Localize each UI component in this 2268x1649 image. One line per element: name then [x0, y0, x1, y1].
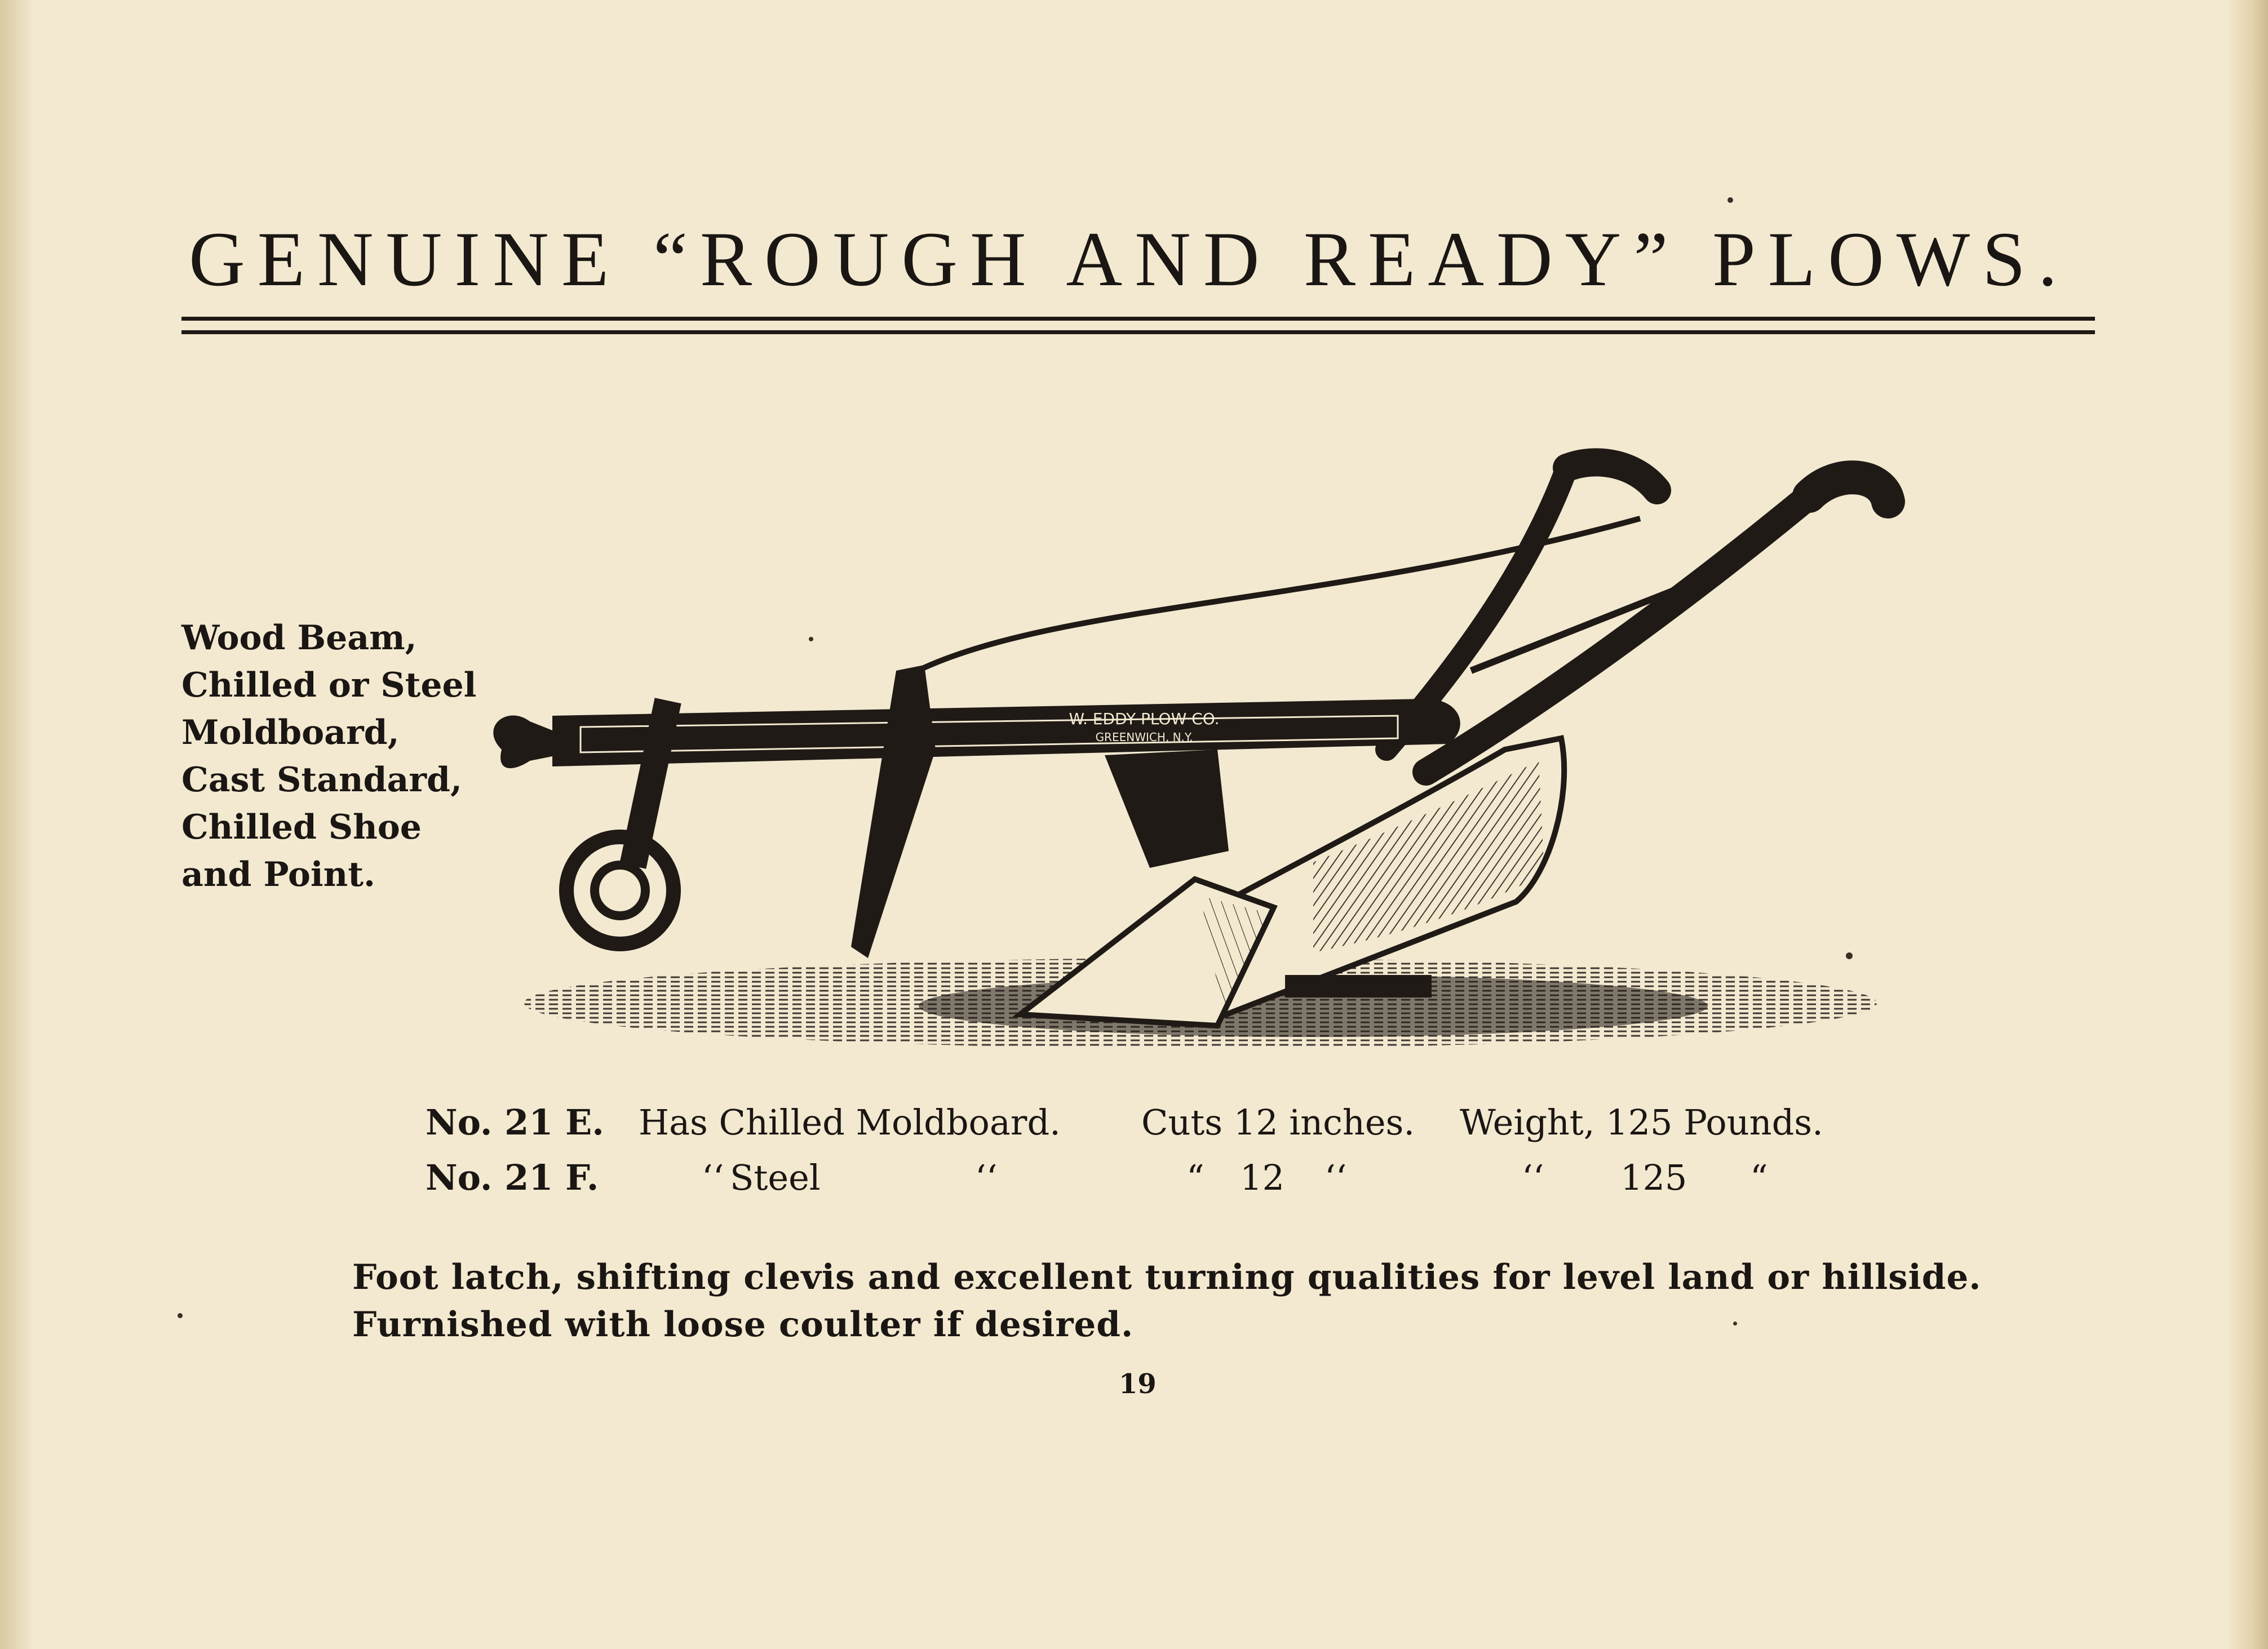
- plow-illustration: [468, 434, 1933, 1082]
- paper-speck: [1733, 1322, 1737, 1326]
- moldboard-type: Has Chilled Moldboard.: [639, 1102, 1061, 1143]
- gauge-wheel: [566, 837, 674, 944]
- title-rule-top: [181, 317, 2095, 321]
- moldboard-type: Steel: [730, 1157, 821, 1198]
- plow-specs: [181, 614, 497, 898]
- paper-speck: [1846, 952, 1853, 959]
- cut-width: 12: [1240, 1157, 1284, 1198]
- spec-line: Chilled Shoe: [181, 808, 422, 847]
- description-line: Furnished with loose coulter if desired.: [352, 1305, 1134, 1345]
- spec-line: and Point.: [181, 855, 375, 894]
- title-rule-bottom: [181, 330, 2095, 334]
- spec-line: Wood Beam,: [181, 618, 417, 658]
- spec-line: Chilled or Steel: [181, 666, 477, 705]
- model-number: No. 21 F.: [426, 1157, 599, 1198]
- cast-standard: [1105, 750, 1229, 868]
- description: [352, 1254, 2043, 1349]
- ditto-mark: “: [1750, 1157, 1768, 1198]
- weight: Weight, 125 Pounds.: [1460, 1102, 1823, 1143]
- paper-speck: [1727, 197, 1733, 203]
- beam-stamp: W. EDDY PLOW CO.: [1069, 710, 1220, 728]
- ditto-mark: ‘‘: [702, 1157, 724, 1198]
- model-number: No. 21 E.: [426, 1102, 604, 1143]
- spec-line: Moldboard,: [181, 713, 400, 752]
- chilled-shoe: [1285, 975, 1432, 998]
- table-row: [426, 1102, 1891, 1152]
- ditto-mark: “: [1186, 1157, 1204, 1198]
- page-gutter-shadow: [0, 0, 34, 1649]
- handle-grip-left: [1567, 462, 1657, 490]
- table-row: [426, 1157, 1891, 1208]
- page-title: GENUINE “ROUGH AND READY” PLOWS.: [189, 216, 2070, 302]
- clevis-hook: [493, 716, 558, 769]
- paper-speck: [178, 1313, 183, 1318]
- spec-line: Cast Standard,: [181, 760, 462, 800]
- ditto-mark: ‘‘: [1325, 1157, 1347, 1198]
- ditto-mark: ‘‘: [1522, 1157, 1544, 1198]
- cut-width: Cuts 12 inches.: [1141, 1102, 1415, 1143]
- handle-grip-right: [1809, 477, 1888, 502]
- page-edge: [2229, 0, 2268, 1649]
- description-line: Foot latch, shifting clevis and excellent turning qualities for level land or hillside.: [352, 1257, 1982, 1297]
- ditto-mark: ‘‘: [975, 1157, 998, 1198]
- gauge-wheel-hub: [595, 865, 645, 916]
- weight: 125: [1620, 1157, 1687, 1198]
- beam-stamp-location: GREENWICH, N.Y.: [1095, 730, 1193, 744]
- paper-speck: [809, 637, 813, 641]
- page-number: 19: [1119, 1368, 1157, 1400]
